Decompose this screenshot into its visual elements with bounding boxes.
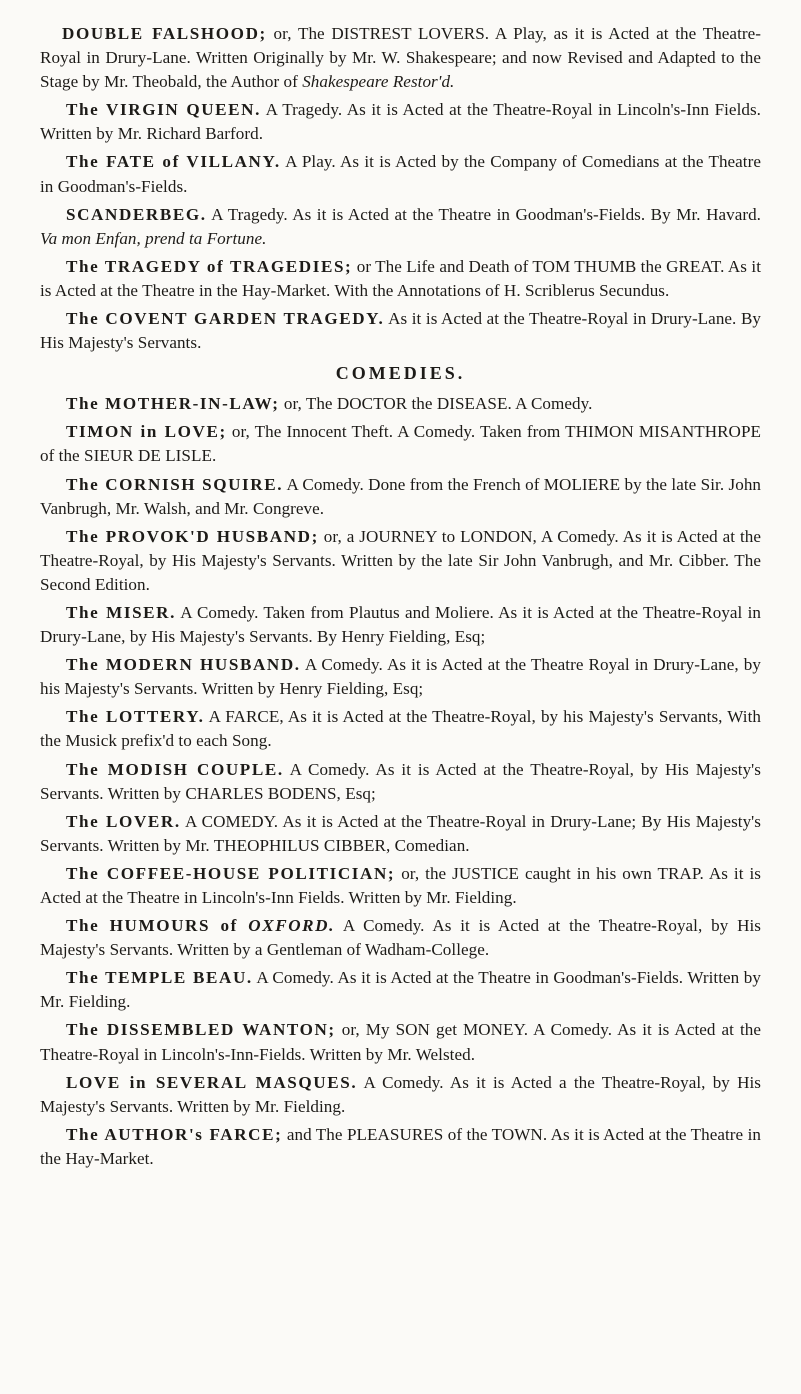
play-entry-modish-couple: [40, 758, 761, 806]
play-description: or, the JUSTICE caught in his own TRAP. As it is Acted at the Theatre in Lincoln's-Inn Fields. Written by Mr. Fielding.: [40, 863, 761, 907]
play-entry-miser: [40, 601, 761, 649]
play-entry-modern-husband: [40, 653, 761, 701]
play-description: A Play. As it is Acted by the Company of Comedians at the Theatre in Goodman's-Fields.: [40, 152, 761, 196]
play-title: SCANDERBEG.: [66, 204, 207, 224]
play-entry-lover: [40, 810, 761, 858]
play-entry-tragedy-of-tragedies: [40, 255, 761, 303]
play-title: The AUTHOR's FARCE;: [66, 1124, 283, 1144]
play-title: The TRAGEDY of TRAGEDIES;: [66, 256, 353, 276]
play-description: A Comedy. As it is Acted a the Theatre-Royal, by His Majesty's Servants. Written by Mr. Fielding.: [40, 1072, 761, 1116]
play-entry-authors-farce: [40, 1123, 761, 1171]
play-title: The CORNISH SQUIRE.: [66, 474, 284, 494]
play-entry-virgin-queen: [40, 98, 761, 146]
play-title: The TEMPLE BEAU.: [66, 968, 253, 988]
play-title: The DISSEMBLED WANTON;: [66, 1020, 336, 1040]
play-title: TIMON in LOVE;: [66, 422, 227, 442]
play-entry-cornish-squire: [40, 473, 761, 521]
play-description: A Tragedy. As it is Acted at the Theatre in Goodman's-Fields. By Mr. Havard.: [206, 204, 761, 224]
play-description: A COMEDY. As it is Acted at the Theatre-Royal in Drury-Lane; By His Majesty's Servants. Written by Mr. THEOPHILUS CIBBER, Comedian.: [40, 811, 761, 855]
play-title: The MOTHER-IN-LAW;: [66, 394, 280, 414]
play-entry-covent-garden-tragedy: [40, 307, 761, 355]
play-entry-fate-of-villany: [40, 150, 761, 198]
play-description: A Comedy. As it is Acted at the Theatre in Goodman's-Fields. Written by Mr. Fielding.: [40, 968, 761, 1012]
play-description: A Tragedy. As it is Acted at the Theatre-Royal in Lincoln's-Inn Fields. Written by Mr. Richard Barford.: [40, 100, 761, 144]
play-title: The LOTTERY.: [66, 707, 205, 727]
play-title: DOUBLE FALSHOOD;: [62, 24, 267, 43]
section-heading-comedies: COMEDIES.: [335, 363, 466, 384]
play-description: A Comedy. Done from the French of MOLIERE by the late Sir. John Vanbrugh, Mr. Walsh, and Mr. Congreve.: [40, 474, 762, 518]
play-entry-humours-of-oxford: [40, 914, 761, 962]
play-entry-dissembled-wanton: [40, 1018, 761, 1066]
play-description: A Comedy. As it is Acted at the Theatre-Royal, by His Majesty's Servants. Written by a Gentleman of Wadham-College.: [40, 916, 761, 960]
play-description: or, a JOURNEY to LONDON, A Comedy. As it is Acted at the Theatre-Royal, by His Majesty's Servants. Written by the late Sir John Vanbrugh, and Mr. Cibber. The Second Edition.: [40, 526, 762, 594]
play-motto-italic: Va mon Enfan, prend ta Fortune.: [40, 228, 267, 248]
play-description: or, The DOCTOR the DISEASE. A Comedy.: [279, 394, 593, 414]
play-entry-mother-in-law: [40, 392, 761, 416]
play-entry-temple-beau: [40, 966, 761, 1014]
play-description: A Comedy. As it is Acted at the Theatre-Royal, by His Majesty's Servants. Written by CHARLES BODENS, Esq;: [40, 759, 761, 803]
play-description: A Comedy. As it is Acted at the Theatre Royal in Drury-Lane, by his Majesty's Servants. Written by Henry Fielding, Esq;: [40, 655, 761, 699]
play-title: The MISER.: [66, 602, 176, 622]
play-entry-timon-in-love: [40, 420, 761, 468]
play-title: The MODISH COUPLE.: [66, 759, 284, 779]
play-entry-scanderbeg: [40, 203, 761, 251]
play-description: or The Life and Death of TOM THUMB the GREAT. As it is Acted at the Theatre in the Hay-Market. With the Annotations of H. Scriblerus Secundus.: [40, 256, 761, 300]
play-entry-provok-d-husband: [40, 525, 761, 597]
play-description: or, The DISTREST LOVERS. A Play, as it is Acted at the Theatre-Royal in Drury-Lane. Written Originally by Mr. W. Shakespeare; and now Revised and Adapted to the Stage by Mr. Theobald, the Author of: [40, 24, 761, 92]
play-title: The COVENT GARDEN TRAGEDY.: [66, 309, 385, 329]
play-description: or, The Innocent Theft. A Comedy. Taken from THIMON MISANTHROPE of the SIEUR DE LISLE.: [40, 422, 761, 466]
play-title: The PROVOK'D HUSBAND;: [66, 526, 319, 546]
play-description: A FARCE, As it is Acted at the Theatre-Royal, by his Majesty's Servants, With the Musick prefix'd to each Song.: [40, 707, 761, 751]
play-title: LOVE in SEVERAL MASQUES.: [66, 1072, 358, 1092]
play-title: The FATE of VILLANY.: [66, 152, 281, 172]
play-title: The MODERN HUSBAND.: [66, 655, 301, 675]
play-title-italic: OXFORD.: [248, 916, 335, 936]
play-title: The VIRGIN QUEEN.: [66, 100, 262, 120]
play-entry-lottery: [40, 705, 761, 753]
play-title: The LOVER.: [66, 811, 181, 831]
play-description: A Comedy. Taken from Plautus and Moliere. As it is Acted at the Theatre-Royal in Drury-Lane, by His Majesty's Servants. By Henry Fielding, Esq;: [40, 602, 761, 647]
play-description-italic: Shakespeare Restor'd.: [302, 72, 455, 92]
play-entry-love-in-several-masques: [40, 1071, 761, 1119]
play-description: or, My SON get MONEY. A Comedy. As it is Acted at the Theatre-Royal in Lincoln's-Inn-Fields. Written by Mr. Welsted.: [40, 1020, 761, 1064]
play-title: The COFFEE-HOUSE POLITICIAN;: [66, 863, 396, 883]
play-description: As it is Acted at the Theatre-Royal in Drury-Lane. By His Majesty's Servants.: [40, 309, 761, 353]
play-entry-double-falshood: [40, 22, 761, 94]
play-title: The HUMOURS of: [66, 916, 249, 936]
play-description: and The PLEASURES of the TOWN. As it is Acted at the Theatre in the Hay-Market.: [40, 1124, 761, 1168]
play-entry-coffee-house-politician: [40, 862, 761, 910]
